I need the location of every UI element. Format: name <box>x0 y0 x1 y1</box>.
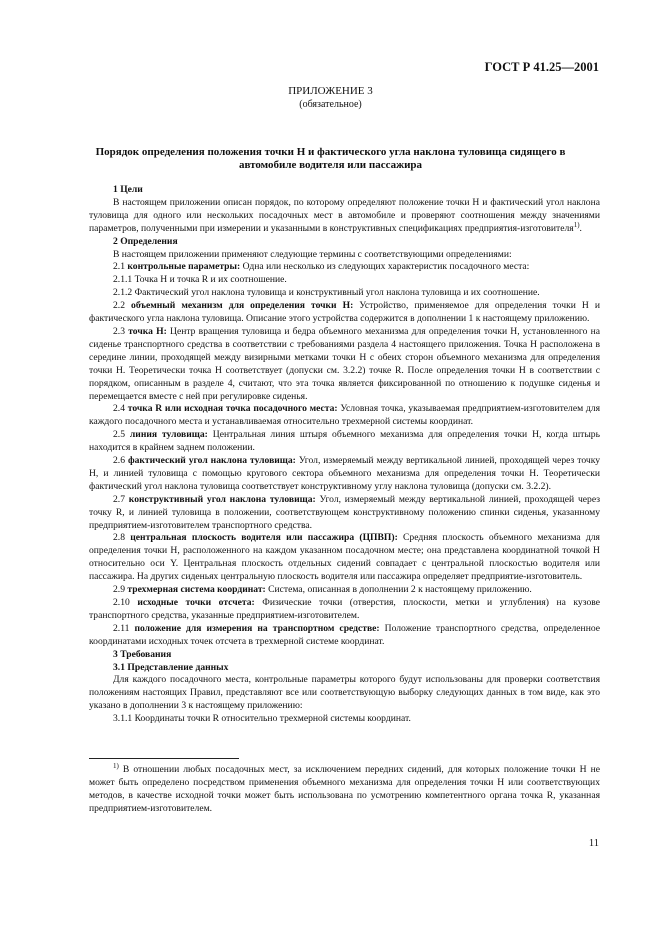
clause-number: 2.4 <box>113 403 125 415</box>
paragraph <box>89 674 600 713</box>
clause-number: 2.2 <box>113 300 125 312</box>
defined-term: объемный механизм для определения точки H: <box>131 300 354 312</box>
paragraph-text: 3.1.1 Координаты точки R относительно трехмерной системы координат. <box>113 713 411 725</box>
appendix-block <box>0 85 661 111</box>
clause-number: 2.9 <box>113 584 125 596</box>
paragraph <box>89 261 600 274</box>
paragraph-text: Устройство, применяемое для определения точки H и фактического угла наклона туловища. Описание этого устройства содержится в дополнении 1 к настоящему приложению. <box>89 300 601 325</box>
paragraph-text: В настоящем приложении применяют следующие термины с соответствующими определениями: <box>113 248 512 260</box>
paragraph <box>89 429 600 455</box>
defined-term: точка R или исходная точка посадочного места: <box>127 403 338 415</box>
footnote-text: В отношении любых посадочных мест, за исключением передних сидений, для которых положение точки H не может быть определено посредством применения объемного механизма для определения точки H или соответствующих методов, в качестве исходной точки может быть использована по усмотрению компетентного органа точка R, указанная предприятием-изготовителем. <box>89 764 600 814</box>
paragraph-text: Система, описанная в дополнении 2 к настоящему приложению. <box>268 584 532 596</box>
section-heading: 3 Требования <box>113 648 172 660</box>
paragraph <box>89 274 600 287</box>
paragraph-text: Для каждого посадочного места, контрольные параметры которого будут использованы для проверки соответствия положениям настоящих Правил, представляют все или соответствующую выборку следующих данных в том виде, как это указано в дополнении 3 к настоящему приложению: <box>89 674 600 712</box>
paragraph-text: Одна или несколько из следующих характеристик посадочного места: <box>242 261 530 273</box>
paragraph-text: Условная точка, указываемая предприятием-изготовителем для каждого посадочного места и устанавливаемая относительно трехмерной системы координат. <box>89 403 600 428</box>
defined-term: центральная плоскость водителя или пассажира (ЦПВП): <box>130 532 398 544</box>
paragraph <box>89 455 600 494</box>
defined-term: положение для измерения на транспортном средстве: <box>134 622 380 634</box>
clause-number: 2.8 <box>113 532 125 544</box>
paragraph <box>89 300 600 326</box>
paragraph <box>89 494 600 533</box>
defined-term: конструктивный угол наклона туловища: <box>128 493 316 505</box>
defined-term: линия туловища: <box>129 429 208 441</box>
clause-number: 2.7 <box>113 493 125 505</box>
paragraph <box>89 713 600 726</box>
paragraph-text: Угол, измеряемый между вертикальной линией, проходящей через точку H, и линией туловища с помощью кругового сектора объемного механизма для определения точки H. Теоретически фактический угол наклона туловища соответствует конструктивному углу наклона туловища (допуски см. 3.2.2). <box>89 455 601 492</box>
clause-number: 2.6 <box>113 455 125 467</box>
page-number: 11 <box>588 838 599 849</box>
defined-term: точка H: <box>128 325 167 337</box>
document-body <box>89 184 600 726</box>
paragraph-text: Угол, измеряемый между вертикальной линией, проходящей через точку R, и линией туловища в положении, соответствующем конструктивному положению спинки сиденья, указанному предприятием-изготовителем транспортного средства. <box>89 493 600 531</box>
clause-number: 2.1 <box>113 261 125 273</box>
clause-number: 2.3 <box>113 325 125 337</box>
footnote-reference: 1) <box>573 220 580 229</box>
paragraph-text: Центр вращения туловища и бедра объемного механизма для определения точки H, установленного на сиденье транспортного средства в соответствии с требованиями раздела 4 настоящего приложения. Точка H расположена в середине линии, проходящей между визирными метками точки H с обеих сторон объемного механизма для определения точки H. Теоретически точка H соответствует (допуски см. 3.2.2) точке R. После определения точки H в соответствии с порядком, описанным в разделе 4, считают, что эта точка является фиксированной по отношению к подушке сиденья и перемещается вместе с ней при регулировке сиденья. <box>89 325 600 402</box>
paragraph <box>89 326 600 403</box>
clause-number: 2.5 <box>113 429 125 441</box>
paragraph <box>89 584 600 597</box>
footnote-divider <box>89 758 239 759</box>
paragraph-text: Средняя плоскость объемного механизма для определения точки H, расположенного на каждом указанном посадочном месте; она представлена координатной точкой H относительно оси Y. Центральная плоскость отдельных сидений совпадает с центральной плоскостью водителя или пассажира. На других сиденьях центральную плоскость водителя или пассажира определяет предприятие-изготовитель. <box>89 532 600 583</box>
clause-number: 2.11 <box>113 622 130 634</box>
paragraph-text: Положение транспортного средства, определенное координатами исходных точек отсчета в трехмерной системе координат. <box>89 622 601 647</box>
paragraph <box>89 623 600 649</box>
defined-term: исходные точки отсчета: <box>137 597 255 608</box>
defined-term: фактический угол наклона туловища: <box>127 455 296 467</box>
paragraph <box>89 287 600 300</box>
section-heading: 3.1 Представление данных <box>113 661 229 673</box>
defined-term: трехмерная система координат: <box>127 584 266 596</box>
paragraph-text: 2.1.1 Точка H и точка R и их соотношение. <box>113 274 287 286</box>
paragraph-tail: . <box>579 222 582 234</box>
section-heading: 1 Цели <box>113 184 143 195</box>
paragraph-text: В настоящем приложении описан порядок, по которому определяют положение точки H и фактический угол наклона туловища для одного или нескольких посадочных мест в автомобиле и проверяют соотношения между значениями параметров, полученными при измерении и указанными в конструктивных спецификациях предприятия-изготовителя <box>89 196 600 234</box>
appendix-label: ПРИЛОЖЕНИЕ 3 <box>288 85 373 97</box>
defined-term: контрольные параметры: <box>127 261 241 273</box>
document-title: Порядок определения положения точки H и фактического угла наклона туловища сидящего в автомобиле водителя или пассажира <box>95 146 566 171</box>
standard-header: ГОСТ Р 41.25—2001 <box>484 60 599 74</box>
paragraph-text: 2.1.2 Фактический угол наклона туловища и конструктивный угол наклона туловища и их соотношение. <box>113 287 540 299</box>
paragraph <box>89 249 600 262</box>
paragraph <box>89 532 600 584</box>
footnote <box>89 761 600 816</box>
section-heading: 2 Определения <box>113 235 178 247</box>
paragraph-text: Физические точки (отверстия, плоскости, метки и углубления) на кузове транспортного средства, указанные предприятием-изготовителем. <box>89 597 600 621</box>
paragraph <box>89 197 600 236</box>
paragraph-text: Центральная линия штыря объемного механизма для определения точки H, когда штырь находится в крайнем заднем положении. <box>89 429 600 454</box>
footnote-mark: 1) <box>113 761 119 770</box>
paragraph <box>89 597 600 623</box>
clause-number: 2.10 <box>113 597 130 608</box>
appendix-status: (обязательное) <box>299 99 362 110</box>
paragraph <box>89 403 600 429</box>
